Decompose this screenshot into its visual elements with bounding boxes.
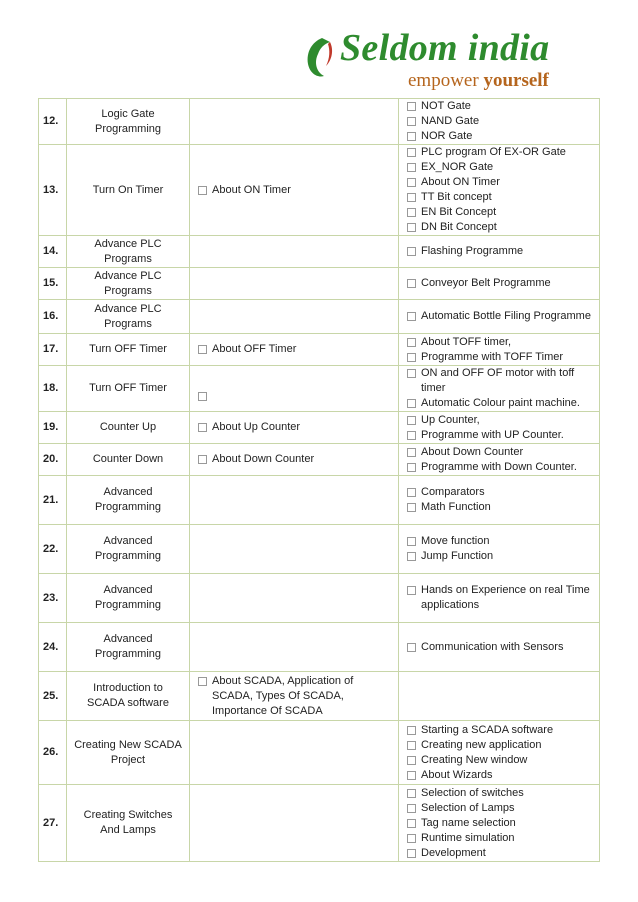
list-item: Math Function (405, 500, 593, 515)
list-item: About Down Counter (196, 452, 392, 467)
bullet-list (405, 413, 593, 443)
list-item: Development (405, 846, 593, 861)
list-item: Communication with Sensors (405, 640, 593, 655)
row-details (399, 412, 600, 444)
table-row (39, 412, 600, 444)
row-details (399, 236, 600, 268)
list-item: About Down Counter (405, 445, 593, 460)
list-item: NOT Gate (405, 99, 593, 114)
list-item: Up Counter, (405, 413, 593, 428)
row-topic: Turn OFF Timer (67, 366, 190, 412)
bullet-list (405, 244, 593, 259)
row-details (399, 99, 600, 145)
row-number: 14. (39, 236, 67, 268)
row-details (399, 672, 600, 721)
row-topic: Advanced Programming (67, 476, 190, 525)
row-subtopics (190, 300, 399, 334)
row-subtopics (190, 721, 399, 785)
row-number: 17. (39, 334, 67, 366)
table-row (39, 721, 600, 785)
table-row (39, 444, 600, 476)
bullet-list (196, 183, 392, 198)
row-details (399, 444, 600, 476)
list-item: Jump Function (405, 549, 593, 564)
row-subtopics (190, 412, 399, 444)
table-row (39, 268, 600, 300)
row-topic: Advanced Programming (67, 525, 190, 574)
row-topic: Creating Switches And Lamps (67, 785, 190, 862)
logo-leaf-icon (300, 32, 340, 82)
row-topic: Creating New SCADA Project (67, 721, 190, 785)
list-item: About TOFF timer, (405, 335, 593, 350)
row-subtopics (190, 623, 399, 672)
row-number: 24. (39, 623, 67, 672)
list-item: NAND Gate (405, 114, 593, 129)
list-item: DN Bit Concept (405, 220, 593, 235)
row-number: 26. (39, 721, 67, 785)
row-number: 13. (39, 145, 67, 236)
list-item: About Up Counter (196, 420, 392, 435)
list-item: Programme with TOFF Timer (405, 350, 593, 365)
list-item: Selection of switches (405, 786, 593, 801)
row-subtopics (190, 145, 399, 236)
row-number: 12. (39, 99, 67, 145)
row-subtopics (190, 444, 399, 476)
row-number: 18. (39, 366, 67, 412)
row-subtopics (190, 574, 399, 623)
brand-tagline: empower yourself (408, 70, 549, 91)
bullet-list (405, 276, 593, 291)
table-row (39, 145, 600, 236)
row-details (399, 268, 600, 300)
brand-name: Seldom india (340, 27, 550, 69)
row-number: 27. (39, 785, 67, 862)
list-item: Runtime simulation (405, 831, 593, 846)
list-item: Conveyor Belt Programme (405, 276, 593, 291)
row-subtopics (190, 366, 399, 412)
row-details (399, 623, 600, 672)
table-row (39, 300, 600, 334)
bullet-list (405, 723, 593, 783)
row-topic: Counter Down (67, 444, 190, 476)
row-topic: Turn On Timer (67, 145, 190, 236)
syllabus-table (38, 98, 600, 862)
row-details (399, 334, 600, 366)
table-row (39, 672, 600, 721)
table-row (39, 366, 600, 412)
bullet-list (405, 534, 593, 564)
bullet-list (196, 452, 392, 467)
row-subtopics (190, 785, 399, 862)
row-topic: Turn OFF Timer (67, 334, 190, 366)
table-row (39, 334, 600, 366)
row-topic: Logic Gate Programming (67, 99, 190, 145)
row-subtopics (190, 334, 399, 366)
row-number: 20. (39, 444, 67, 476)
list-item: ON and OFF OF motor with toff timer (405, 366, 593, 396)
row-subtopics (190, 525, 399, 574)
row-details (399, 366, 600, 412)
bullet-list (405, 99, 593, 144)
list-item: Creating new application (405, 738, 593, 753)
bullet-list (405, 145, 593, 235)
row-subtopics (190, 236, 399, 268)
bullet-list (405, 335, 593, 365)
list-item: Programme with UP Counter. (405, 428, 593, 443)
row-details (399, 721, 600, 785)
list-item: About OFF Timer (196, 342, 392, 357)
table-row (39, 476, 600, 525)
bullet-list (196, 342, 392, 357)
list-item: About SCADA, Application of SCADA, Types Of SCADA, Importance Of SCADA (196, 674, 392, 719)
list-item: EX_NOR Gate (405, 160, 593, 175)
row-details (399, 574, 600, 623)
bullet-list (405, 786, 593, 861)
list-item: About ON Timer (405, 175, 593, 190)
row-details (399, 785, 600, 862)
bullet-list (405, 309, 593, 324)
list-item: Automatic Bottle Filing Programme (405, 309, 593, 324)
row-topic: Advance PLC Programs (67, 268, 190, 300)
row-topic: Advanced Programming (67, 574, 190, 623)
company-logo (300, 28, 560, 94)
row-subtopics (190, 476, 399, 525)
row-subtopics (190, 268, 399, 300)
list-item: Automatic Colour paint machine. (405, 396, 593, 411)
bullet-list (405, 445, 593, 475)
row-topic: Counter Up (67, 412, 190, 444)
row-number: 16. (39, 300, 67, 334)
table-row (39, 99, 600, 145)
row-details (399, 476, 600, 525)
table-row (39, 623, 600, 672)
list-item: About Wizards (405, 768, 593, 783)
row-details (399, 525, 600, 574)
row-topic: Advance PLC Programs (67, 236, 190, 268)
table-row (39, 525, 600, 574)
list-item: About ON Timer (196, 183, 392, 198)
list-item: Creating New window (405, 753, 593, 768)
list-item: Starting a SCADA software (405, 723, 593, 738)
row-details (399, 300, 600, 334)
bullet-list (405, 366, 593, 411)
table-row (39, 574, 600, 623)
list-item: Move function (405, 534, 593, 549)
list-item: Tag name selection (405, 816, 593, 831)
table-row (39, 236, 600, 268)
row-subtopics (190, 99, 399, 145)
row-number: 22. (39, 525, 67, 574)
row-number: 23. (39, 574, 67, 623)
list-item: Programme with Down Counter. (405, 460, 593, 475)
list-item: Hands on Experience on real Time applications (405, 583, 593, 613)
bullet-list (196, 674, 392, 719)
row-details (399, 145, 600, 236)
list-item: TT Bit concept (405, 190, 593, 205)
row-subtopics (190, 672, 399, 721)
row-topic: Advanced Programming (67, 623, 190, 672)
list-item: Selection of Lamps (405, 801, 593, 816)
row-number: 21. (39, 476, 67, 525)
bullet-list (405, 640, 593, 655)
list-item: PLC program Of EX-OR Gate (405, 145, 593, 160)
bullet-list (405, 485, 593, 515)
row-number: 15. (39, 268, 67, 300)
list-item: EN Bit Concept (405, 205, 593, 220)
row-number: 25. (39, 672, 67, 721)
table-row (39, 785, 600, 862)
bullet-list (196, 420, 392, 435)
list-item: NOR Gate (405, 129, 593, 144)
row-topic: Introduction to SCADA software (67, 672, 190, 721)
list-item: Comparators (405, 485, 593, 500)
row-number: 19. (39, 412, 67, 444)
bullet-list (405, 583, 593, 613)
row-topic: Advance PLC Programs (67, 300, 190, 334)
list-item: Flashing Programme (405, 244, 593, 259)
